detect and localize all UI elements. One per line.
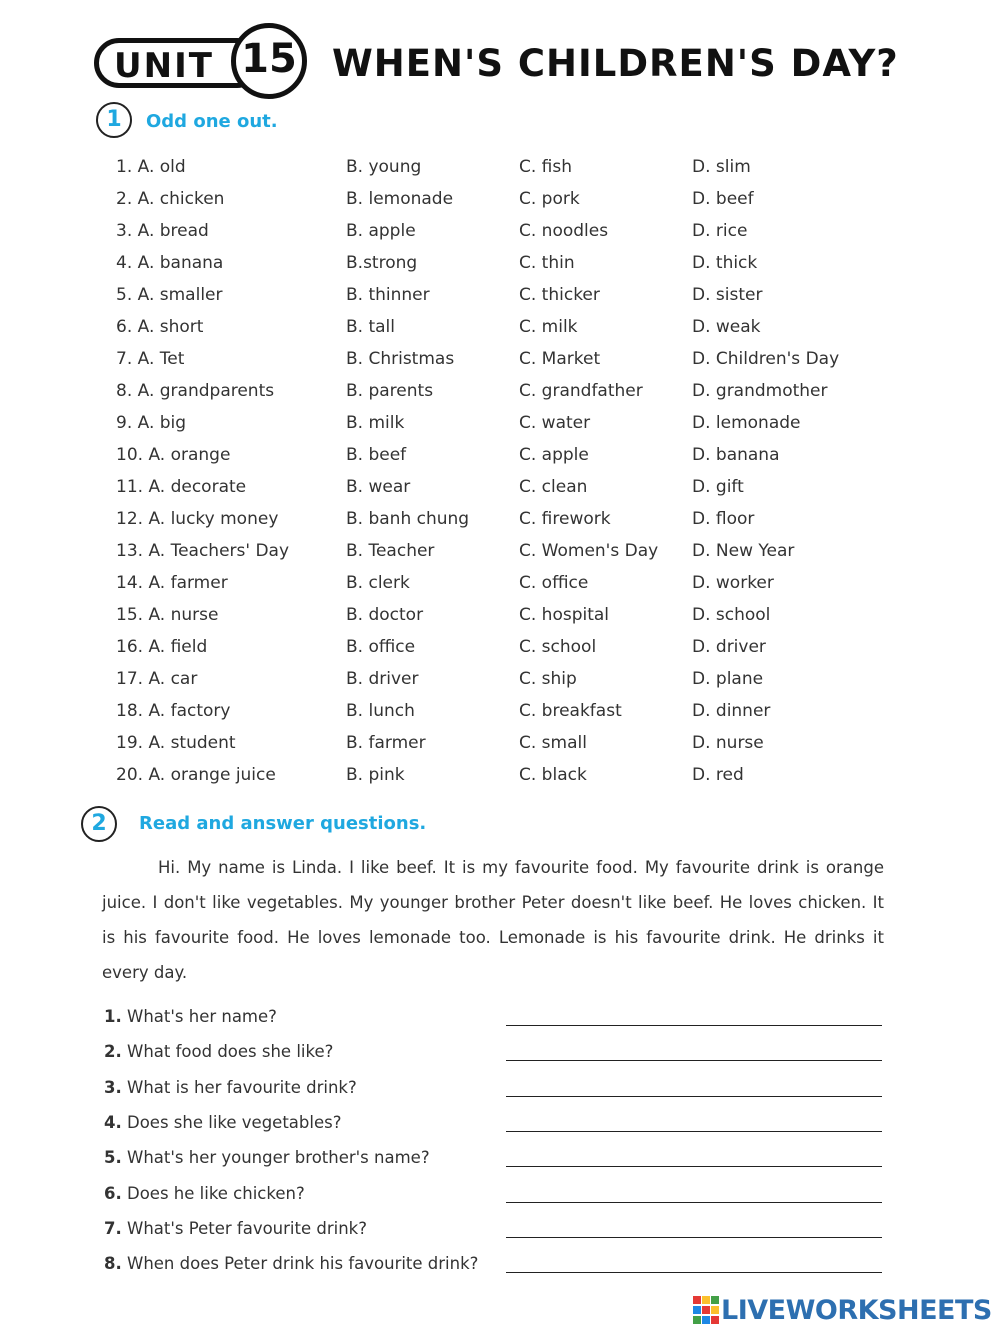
option-d: D. gift: [692, 477, 744, 497]
question-row: [0, 155, 1000, 185]
page-title: WHEN'S CHILDREN'S DAY?: [332, 42, 899, 85]
question-body: What's Peter favourite drink?: [127, 1218, 367, 1238]
option-c: C. water: [519, 413, 591, 433]
question-row: [0, 571, 1000, 601]
question-number: 2.: [104, 1042, 122, 1062]
option-b: B. wear: [346, 477, 411, 497]
question-number: 7.: [104, 1218, 122, 1238]
option-b: B. Christmas: [346, 349, 455, 369]
page-header: [94, 18, 899, 108]
question-body: What's her name?: [127, 1007, 277, 1026]
unit-number: 15: [241, 36, 297, 82]
question-number: 1.: [104, 1007, 122, 1026]
option-d: D. Children's Day: [692, 349, 840, 369]
option-b: B. milk: [346, 413, 405, 433]
logo-brand-text: LIVEWORKSHEETS: [721, 1295, 992, 1326]
option-c: C. noodles: [519, 221, 609, 241]
option-c: C. thin: [519, 253, 575, 273]
question-text: [104, 1111, 341, 1135]
option-d: D. thick: [692, 253, 758, 273]
question-row: [0, 731, 1000, 761]
option-c: C. Women's Day: [519, 541, 659, 561]
option-c: C. fish: [519, 157, 573, 177]
answer-input-line[interactable]: [506, 1131, 882, 1132]
question-text: [104, 1040, 333, 1064]
answer-input-line[interactable]: [506, 1272, 882, 1273]
question-body: What food does she like?: [127, 1042, 334, 1062]
question-body: What's her younger brother's name?: [127, 1148, 430, 1168]
logo-squares-icon: [693, 1296, 719, 1326]
question-row: [0, 443, 1000, 473]
option-c: C. firework: [519, 509, 611, 529]
option-d: D. banana: [692, 445, 780, 465]
question-row: [0, 315, 1000, 345]
question-text: [104, 1146, 430, 1170]
question-row: [0, 347, 1000, 377]
option-c: C. breakfast: [519, 701, 622, 721]
question-row: [0, 507, 1000, 537]
option-c: C. clean: [519, 477, 588, 497]
option-a: 4. A. banana: [116, 253, 224, 273]
question-row: [0, 699, 1000, 729]
option-a: 15. A. nurse: [116, 605, 219, 625]
option-a: 13. A. Teachers' Day: [116, 541, 290, 561]
option-d: D. New Year: [692, 541, 795, 561]
option-c: C. ship: [519, 669, 577, 689]
question-row: [0, 411, 1000, 441]
option-a: 17. A. car: [116, 669, 198, 689]
option-b: B. driver: [346, 669, 419, 689]
option-b: B. Teacher: [346, 541, 435, 561]
option-d: D. lemonade: [692, 413, 801, 433]
option-b: B. office: [346, 637, 416, 657]
question-row: [0, 763, 1000, 793]
option-b: B. lemonade: [346, 189, 454, 209]
answer-input-line[interactable]: [506, 1202, 882, 1203]
option-b: B. clerk: [346, 573, 410, 593]
option-b: B. apple: [346, 221, 416, 241]
section-2-number: 2: [81, 806, 117, 842]
question-text: [104, 1005, 277, 1029]
option-a: 7. A. Tet: [116, 349, 185, 369]
liveworksheets-logo[interactable]: [693, 1294, 993, 1328]
option-c: C. pork: [519, 189, 580, 209]
option-a: 1. A. old: [116, 157, 186, 177]
option-c: C. Market: [519, 349, 601, 369]
option-d: D. red: [692, 765, 744, 785]
answer-row: [104, 1005, 884, 1035]
question-body: When does Peter drink his favourite drink?: [127, 1254, 479, 1274]
option-d: D. beef: [692, 189, 754, 209]
question-number: 5.: [104, 1148, 122, 1168]
question-row: [0, 603, 1000, 633]
option-c: C. apple: [519, 445, 589, 465]
option-a: 12. A. lucky money: [116, 509, 279, 529]
section-2-title: Read and answer questions.: [139, 813, 427, 834]
question-body: Does he like chicken?: [127, 1183, 305, 1203]
option-d: D. weak: [692, 317, 761, 337]
question-row: [0, 667, 1000, 697]
question-number: 4.: [104, 1112, 122, 1132]
option-b: B. farmer: [346, 733, 426, 753]
answer-row: [104, 1040, 884, 1070]
option-c: C. thicker: [519, 285, 600, 305]
option-d: D. nurse: [692, 733, 764, 753]
option-d: D. worker: [692, 573, 774, 593]
option-c: C. milk: [519, 317, 578, 337]
option-a: 14. A. farmer: [116, 573, 228, 593]
option-a: 5. A. smaller: [116, 285, 223, 305]
option-a: 18. A. factory: [116, 701, 231, 721]
option-c: C. office: [519, 573, 589, 593]
option-a: 3. A. bread: [116, 221, 209, 241]
answer-row: [104, 1146, 884, 1176]
answer-row: [104, 1182, 884, 1212]
option-b: B. lunch: [346, 701, 415, 721]
question-row: [0, 539, 1000, 569]
option-c: C. black: [519, 765, 587, 785]
option-b: B.strong: [346, 253, 418, 273]
option-a: 8. A. grandparents: [116, 381, 275, 401]
answer-row: [104, 1217, 884, 1247]
option-a: 9. A. big: [116, 413, 187, 433]
option-b: B. doctor: [346, 605, 424, 625]
option-d: D. sister: [692, 285, 763, 305]
question-text: [104, 1182, 305, 1206]
question-row: [0, 187, 1000, 217]
question-text: [104, 1076, 357, 1100]
answer-input-line[interactable]: [506, 1166, 882, 1167]
question-number: 3.: [104, 1077, 122, 1097]
question-row: [0, 475, 1000, 505]
answer-input-line[interactable]: [506, 1025, 882, 1026]
option-a: 19. A. student: [116, 733, 236, 753]
option-b: B. tall: [346, 317, 395, 337]
answer-row: [104, 1111, 884, 1141]
option-a: 20. A. orange juice: [116, 765, 276, 785]
answer-input-line[interactable]: [506, 1060, 882, 1061]
question-row: [0, 379, 1000, 409]
option-c: C. small: [519, 733, 587, 753]
option-b: B. beef: [346, 445, 407, 465]
section-1-number: 1: [96, 102, 132, 138]
question-row: [0, 283, 1000, 313]
option-b: B. banh chung: [346, 509, 470, 529]
option-b: B. thinner: [346, 285, 430, 305]
passage-text: Hi. My name is Linda. I like beef. It is my favourite food. My favourite drink is orange juice. I don't like vegetables. My younger brother Peter doesn't like beef. He loves chicken. It is his favourite food. He loves lemonade too. Lemonade is his favourite drink. He drinks it every day.: [102, 858, 884, 982]
answer-input-line[interactable]: [506, 1096, 882, 1097]
question-row: [0, 635, 1000, 665]
question-text: [104, 1217, 367, 1241]
question-row: [0, 251, 1000, 281]
question-body: Does she like vegetables?: [127, 1112, 342, 1132]
question-number: 6.: [104, 1183, 122, 1203]
option-d: D. slim: [692, 157, 751, 177]
question-number: 8.: [104, 1254, 122, 1274]
section-1-title: Odd one out.: [146, 111, 278, 132]
reading-passage: [102, 850, 884, 990]
option-a: 2. A. chicken: [116, 189, 225, 209]
option-a: 10. A. orange: [116, 445, 231, 465]
option-c: C. grandfather: [519, 381, 643, 401]
option-c: C. hospital: [519, 605, 610, 625]
option-d: D. floor: [692, 509, 755, 529]
question-text: [104, 1252, 478, 1276]
answer-row: [104, 1076, 884, 1106]
question-body: What is her favourite drink?: [127, 1077, 357, 1097]
option-b: B. pink: [346, 765, 405, 785]
option-d: D. plane: [692, 669, 764, 689]
answer-input-line[interactable]: [506, 1237, 882, 1238]
option-d: D. rice: [692, 221, 748, 241]
answer-row: [104, 1252, 884, 1282]
unit-label: UNIT: [114, 46, 214, 86]
option-d: D. school: [692, 605, 771, 625]
question-row: [0, 219, 1000, 249]
option-a: 16. A. field: [116, 637, 208, 657]
option-b: B. young: [346, 157, 422, 177]
option-d: D. driver: [692, 637, 766, 657]
option-d: D. dinner: [692, 701, 771, 721]
option-a: 6. A. short: [116, 317, 204, 337]
option-b: B. parents: [346, 381, 434, 401]
option-c: C. school: [519, 637, 597, 657]
option-a: 11. A. decorate: [116, 477, 247, 497]
option-d: D. grandmother: [692, 381, 828, 401]
